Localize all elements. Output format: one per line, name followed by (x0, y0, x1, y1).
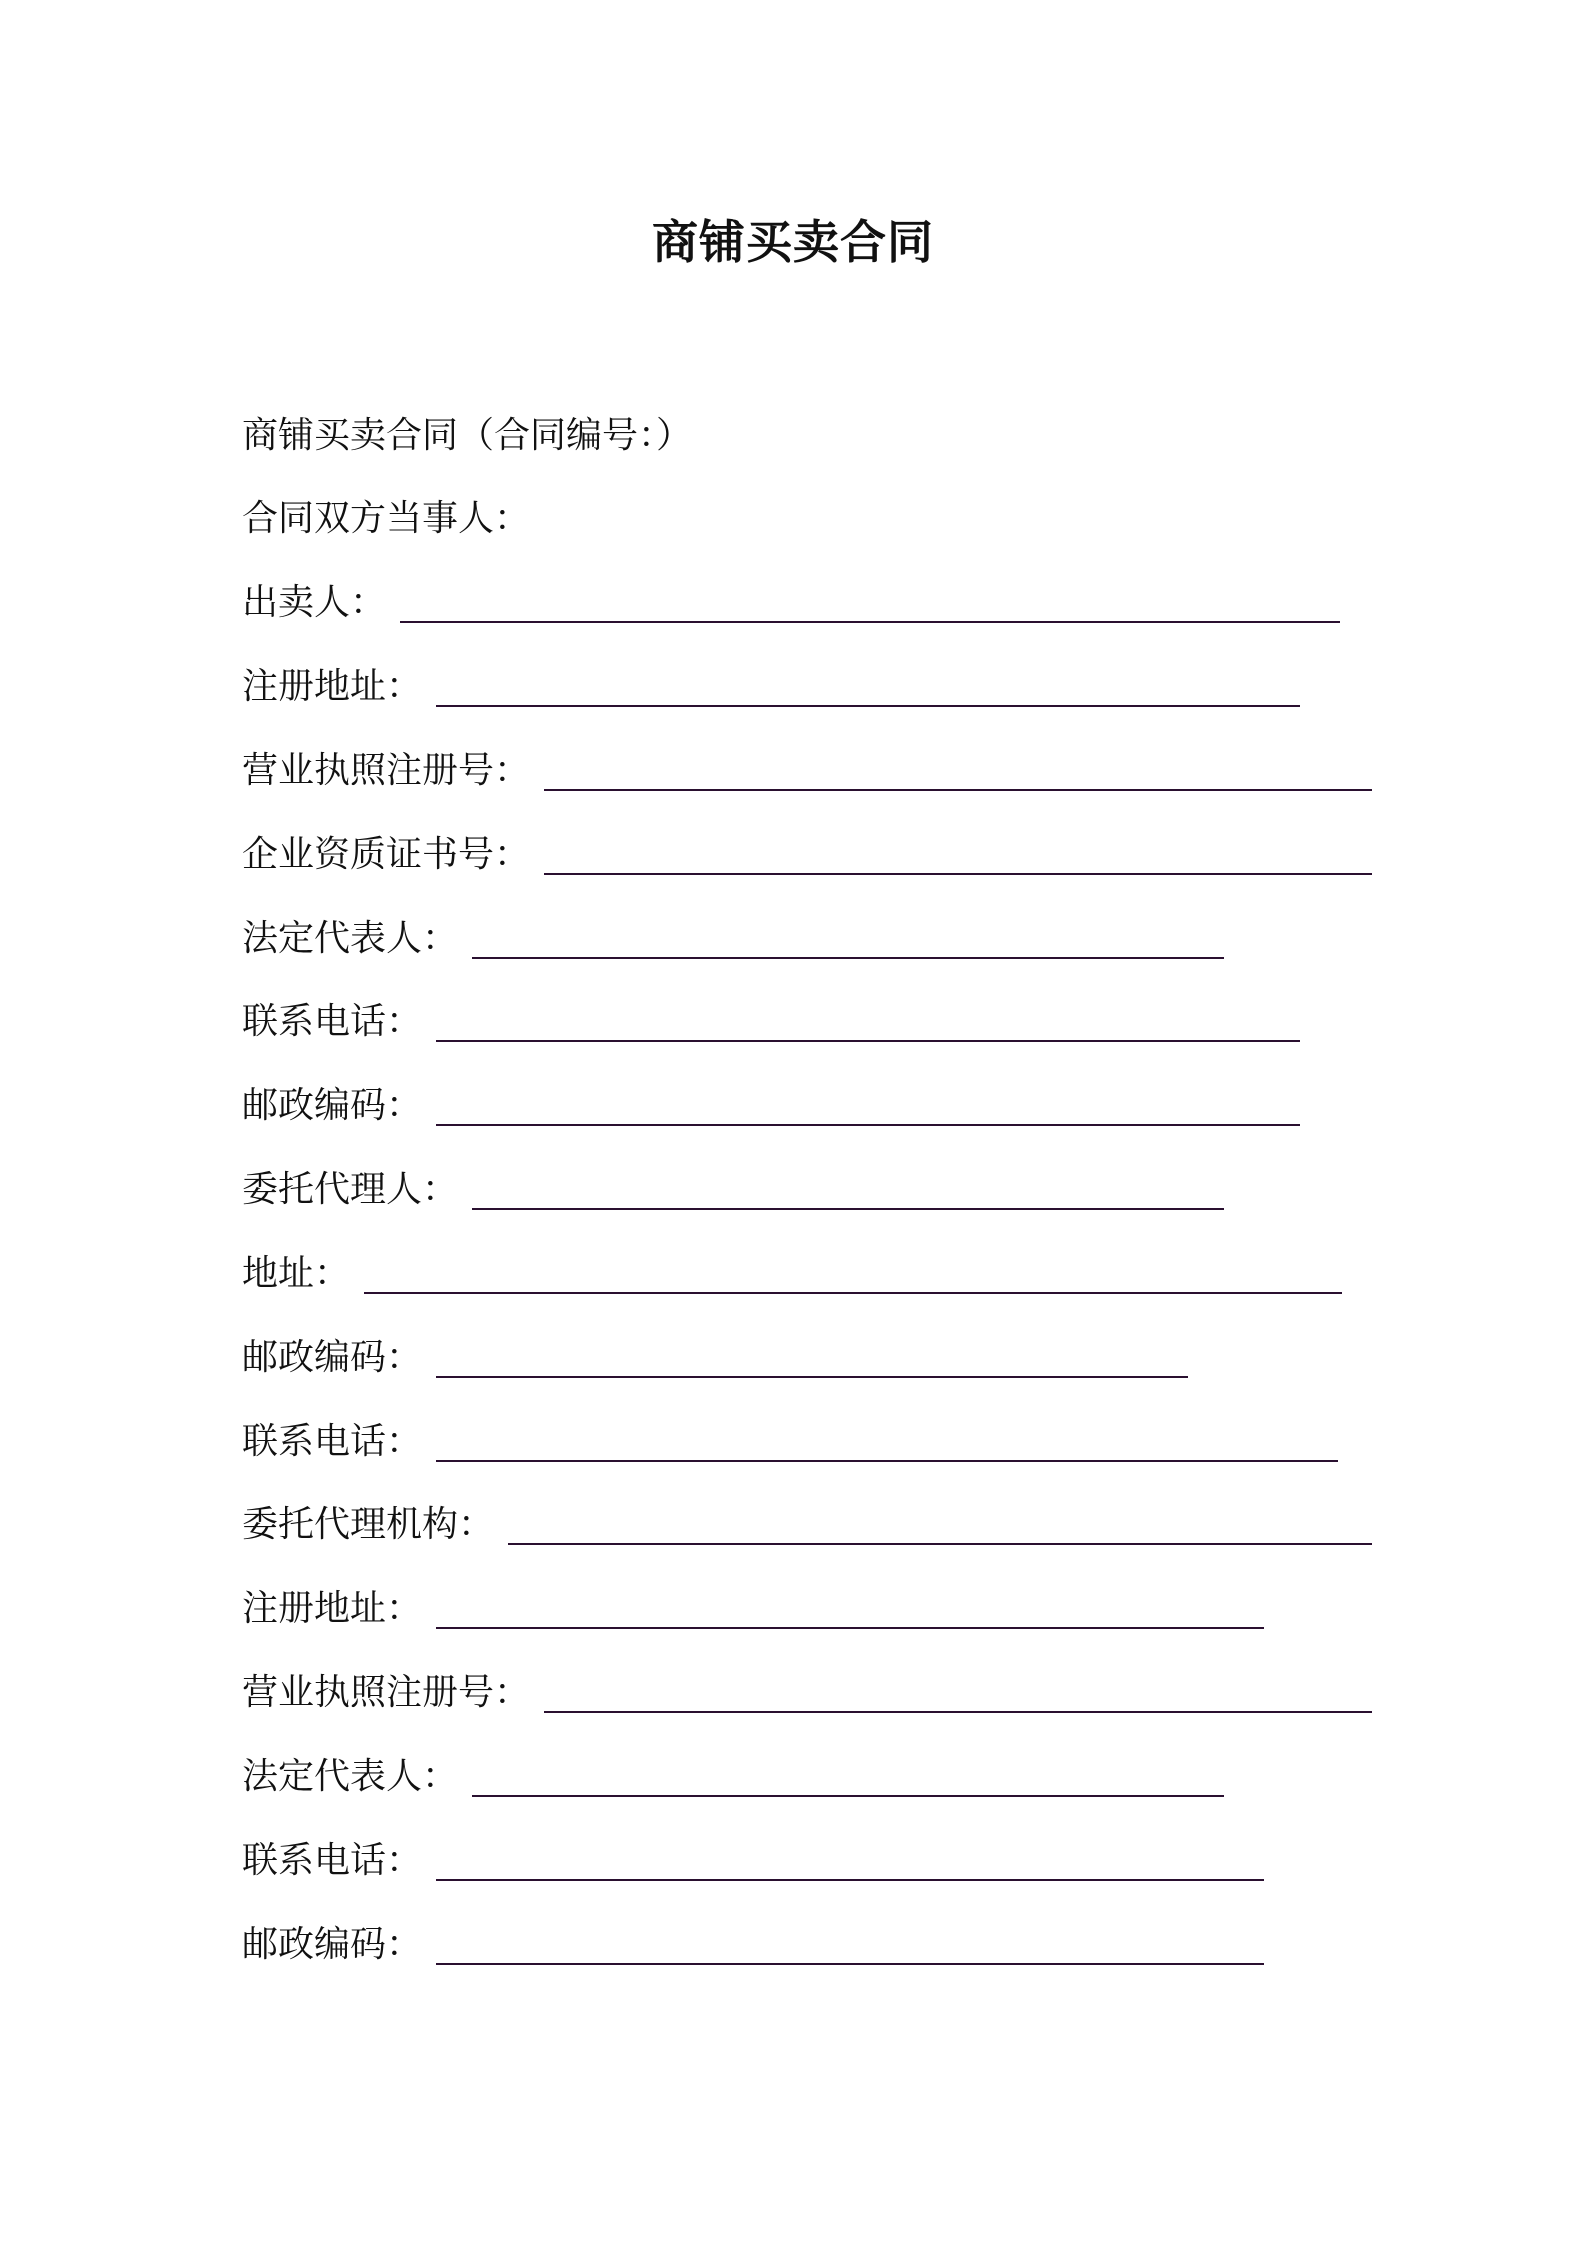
field-seller-phone (242, 998, 1300, 1046)
fill-blank[interactable] (436, 1627, 1264, 1629)
field-seller-business-license-number (242, 747, 1372, 795)
field-label: 联系电话： (242, 1001, 423, 1042)
field-agency-legal-representative (242, 1753, 1224, 1801)
field-label: 法定代表人： (242, 1756, 459, 1797)
fill-blank[interactable] (508, 1543, 1372, 1545)
field-agent-postal-code (242, 1334, 1188, 1382)
field-label: 联系电话： (242, 1840, 423, 1881)
field-agency-registered-address (242, 1585, 1264, 1633)
fill-blank[interactable] (400, 621, 1340, 623)
field-agent-address (242, 1250, 1342, 1298)
fill-blank[interactable] (436, 1879, 1264, 1881)
fill-blank[interactable] (364, 1292, 1342, 1294)
fill-blank[interactable] (544, 789, 1372, 791)
field-label: 注册地址： (242, 1588, 423, 1629)
fill-blank[interactable] (472, 1795, 1224, 1797)
field-label: 法定代表人： (242, 918, 459, 959)
field-label: 营业执照注册号： (242, 1672, 531, 1713)
field-label: 委托代理人： (242, 1169, 459, 1210)
fill-blank[interactable] (544, 1711, 1372, 1713)
fill-blank[interactable] (544, 873, 1372, 875)
field-label: 出卖人： (242, 582, 387, 623)
field-agency-organization (242, 1501, 1372, 1549)
field-seller-registered-address (242, 663, 1300, 711)
fill-blank[interactable] (436, 1376, 1188, 1378)
fill-blank[interactable] (436, 1124, 1300, 1126)
field-seller-legal-representative (242, 915, 1224, 963)
field-label: 注册地址： (242, 666, 423, 707)
fill-blank[interactable] (436, 705, 1300, 707)
field-label: 委托代理机构： (242, 1504, 495, 1545)
field-seller-postal-code (242, 1082, 1300, 1130)
field-agency-business-license-number (242, 1669, 1372, 1717)
fill-blank[interactable] (472, 957, 1224, 959)
page-title: 商铺买卖合同 (652, 215, 934, 269)
fill-blank[interactable] (436, 1460, 1338, 1462)
fill-blank[interactable] (436, 1963, 1264, 1965)
field-label: 联系电话： (242, 1421, 423, 1462)
field-label: 邮政编码： (242, 1085, 423, 1126)
parties-heading: 合同双方当事人： (242, 498, 531, 539)
field-agency-postal-code (242, 1921, 1264, 1969)
contract-number-line: 商铺买卖合同（合同编号：） (242, 415, 693, 456)
field-agency-phone (242, 1837, 1264, 1885)
field-seller (242, 579, 1340, 627)
field-label: 邮政编码： (242, 1337, 423, 1378)
field-label: 邮政编码： (242, 1924, 423, 1965)
fill-blank[interactable] (472, 1208, 1224, 1210)
field-authorized-agent (242, 1166, 1224, 1214)
field-agent-phone (242, 1418, 1338, 1466)
fill-blank[interactable] (436, 1040, 1300, 1042)
field-seller-qualification-certificate-number (242, 831, 1372, 879)
field-label: 企业资质证书号： (242, 834, 531, 875)
field-label: 地址： (242, 1253, 351, 1294)
field-label: 营业执照注册号： (242, 750, 531, 791)
